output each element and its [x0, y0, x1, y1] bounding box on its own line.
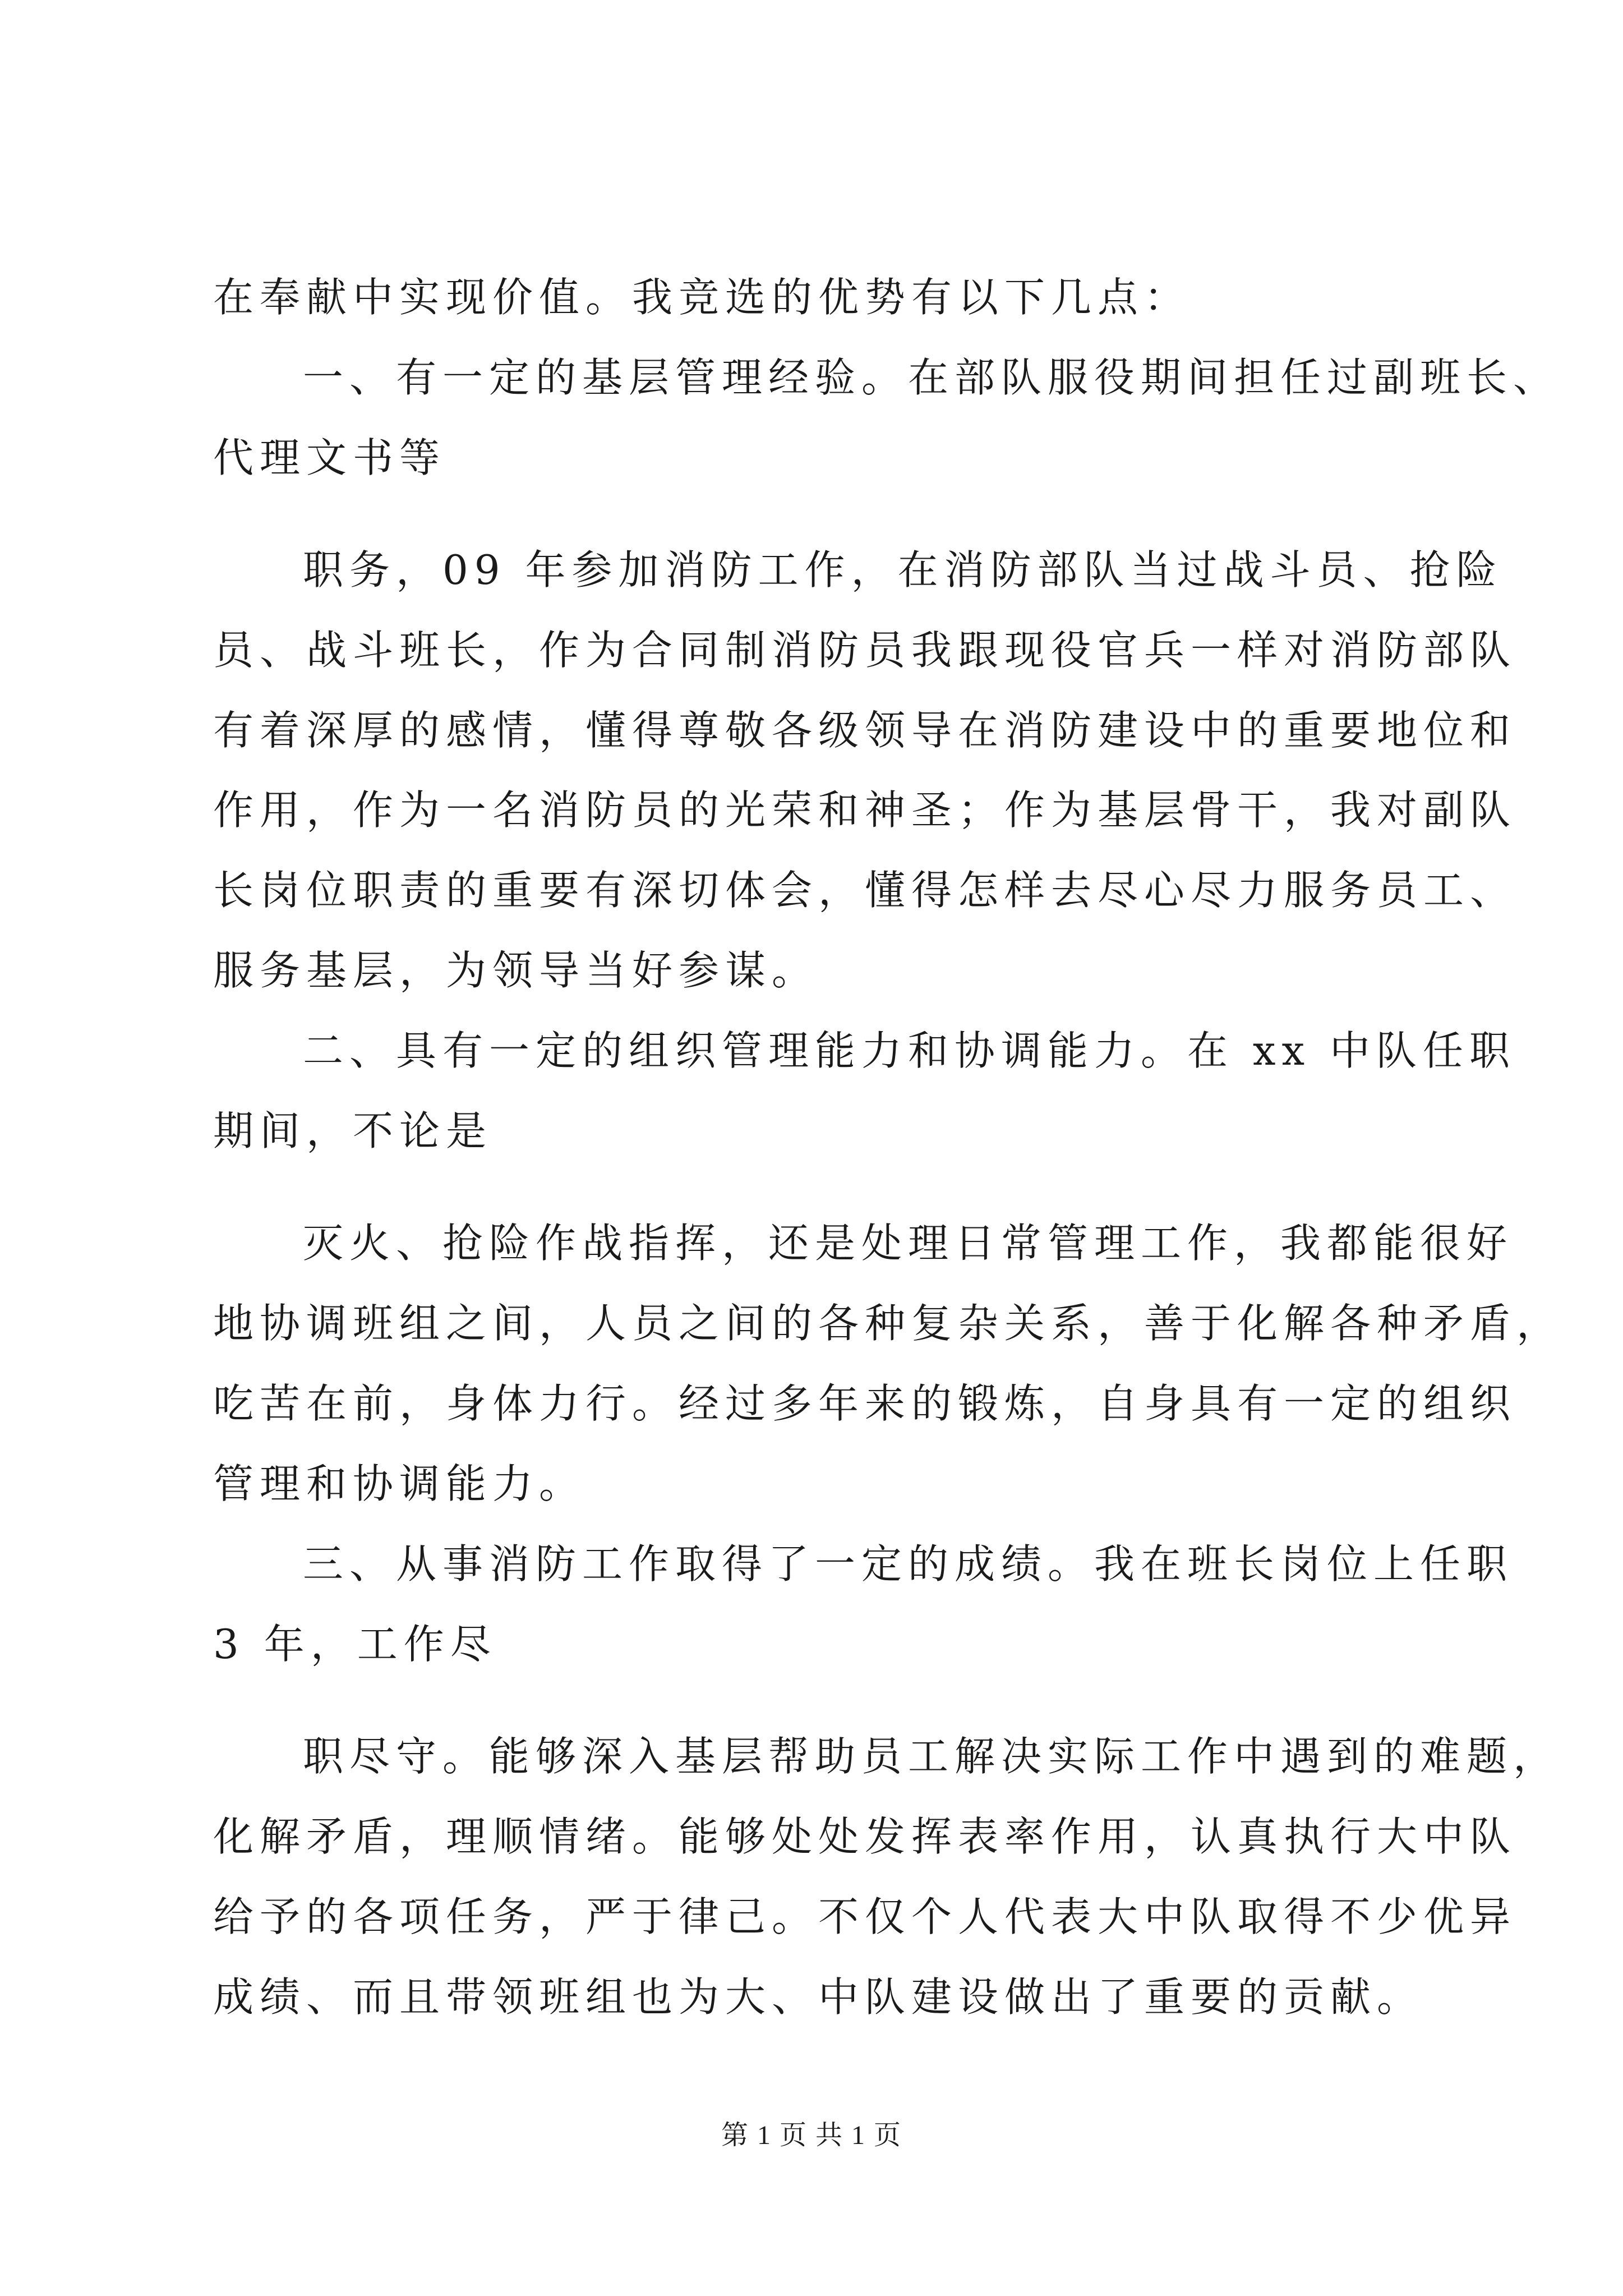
body-text-line: 期间，不论是: [213, 1107, 493, 1154]
body-text-line: 职务，09 年参加消防工作，在消防部队当过战斗员、抢险: [303, 546, 1503, 593]
body-text-line: 管理和协调能力。: [213, 1460, 586, 1507]
body-text-line: 地协调班组之间，人员之间的各种复杂关系，善于化解各种矛盾，: [213, 1300, 1564, 1347]
body-text-line: 代理文书等: [213, 434, 446, 481]
body-text-line: 给予的各项任务，严于律己。不仅个人代表大中队取得不少优异: [213, 1893, 1517, 1940]
body-text-line: 二、具有一定的组织管理能力和协调能力。在 xx 中队任职: [303, 1027, 1516, 1074]
body-text-line: 服务基层，为领导当好参谋。: [213, 947, 819, 994]
body-text-line: 员、战斗班长，作为合同制消防员我跟现役官兵一样对消防部队: [213, 627, 1517, 674]
body-text-line: 在奉献中实现价值。我竞选的优势有以下几点：: [213, 274, 1191, 321]
body-text-line: 灭火、抢险作战指挥，还是处理日常管理工作，我都能很好: [303, 1220, 1514, 1267]
body-text-line: 有着深厚的感情，懂得尊敬各级领导在消防建设中的重要地位和: [213, 707, 1517, 754]
body-text-line: 成绩、而且带领班组也为大、中队建设做出了重要的贡献。: [213, 1973, 1424, 2021]
body-text-line: 职尽守。能够深入基层帮助员工解决实际工作中遇到的难题，: [303, 1733, 1560, 1780]
body-text-line: 三、从事消防工作取得了一定的成绩。我在班长岗位上任职: [303, 1540, 1514, 1588]
body-text-line: 作用，作为一名消防员的光荣和神圣；作为基层骨干，我对副队: [213, 786, 1517, 834]
body-text-line: 吃苦在前，身体力行。经过多年来的锻炼，自身具有一定的组织: [213, 1380, 1517, 1427]
body-text-line: 化解矛盾，理顺情绪。能够处处发挥表率作用，认真执行大中队: [213, 1813, 1517, 1860]
body-text-line: 长岗位职责的重要有深切体会，懂得怎样去尽心尽力服务员工、: [213, 867, 1517, 914]
body-text-line: 一、有一定的基层管理经验。在部队服役期间担任过副班长、: [303, 354, 1560, 401]
page-number-footer: 第 1 页 共 1 页: [721, 2120, 902, 2150]
body-text-line: 3 年，工作尽: [213, 1621, 497, 1668]
